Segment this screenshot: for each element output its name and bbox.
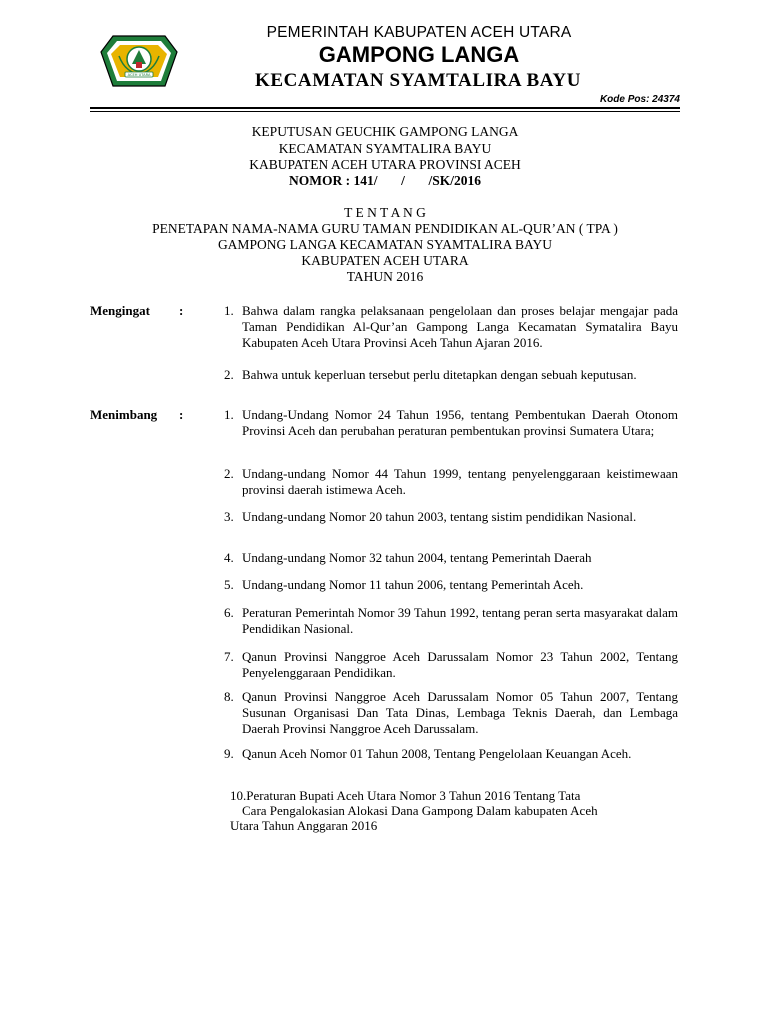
menimbang-text: Qanun Provinsi Nanggroe Aceh Darussalam Nomor 23 Tahun 2002, Tentang Penyelenggaraan Pendidikan.	[242, 649, 678, 680]
menimbang-number: 8.	[224, 689, 234, 704]
decree-title-line2: KECAMATAN SYAMTALIRA BAYU	[278, 141, 492, 156]
menimbang-text: Peraturan Pemerintah Nomor 39 Tahun 1992, tentang peran serta masyarakat dalam Pendidikan Nasional.	[242, 605, 678, 636]
mengingat-text: Bahwa dalam rangka pelaksanaan pengelolaan dan proses belajar mengajar pada Taman Pendidikan Al-Qur’an Gampong Langa Kecamatan Symatalira Bayu Kabupaten Aceh Utara Provinsi Aceh Tahun Ajaran 2016.	[242, 303, 678, 350]
menimbang-item10-line3: Utara Tahun Anggaran 2016	[230, 818, 378, 833]
menimbang-number: 1.	[224, 407, 234, 422]
letterhead-rule-thick	[90, 107, 680, 109]
logo-motto: ACEH UTARA	[127, 73, 151, 78]
village-name: GAMPONG LANGA	[318, 42, 520, 67]
decree-number: NOMOR : 141/ / /SK/2016	[289, 173, 481, 188]
decree-title-line1: KEPUTUSAN GEUCHIK GAMPONG LANGA	[251, 124, 519, 139]
regency-logo	[95, 30, 183, 92]
district-name: KECAMATAN SYAMTALIRA BAYU	[254, 70, 582, 91]
mengingat-colon: :	[179, 303, 184, 318]
menimbang-text: Qanun Provinsi Nanggroe Aceh Darussalam Nomor 05 Tahun 2007, Tentang Susunan Organisasi Dan Tata Dinas, Lembaga Teknis Daerah, dan Lembaga Daerah Provinsi Nanggroe Aceh Darussalam.	[242, 689, 678, 736]
postal-code: Kode Pos: 24374	[599, 94, 680, 105]
menimbang-item10-line2: Cara Pengalokasian Alokasi Dana Gampong Dalam kabupaten Aceh	[242, 803, 598, 818]
mengingat-label: Mengingat	[90, 303, 150, 318]
menimbang-number: 5.	[224, 577, 234, 592]
menimbang-item10-line1: 10.Peraturan Bupati Aceh Utara Nomor 3 Tahun 2016 Tentang Tata	[230, 788, 581, 803]
letterhead-rule-thin	[90, 111, 680, 112]
decree-title-line3: KABUPATEN ACEH UTARA PROVINSI ACEH	[249, 157, 521, 172]
government-name: PEMERINTAH KABUPATEN ACEH UTARA	[266, 24, 572, 41]
menimbang-number: 3.	[224, 509, 234, 524]
menimbang-text: Undang-undang Nomor 20 tahun 2003, tentang sistim pendidikan Nasional.	[242, 509, 637, 524]
mengingat-number: 2.	[224, 367, 234, 382]
subject-line2: GAMPONG LANGA KECAMATAN SYAMTALIRA BAYU	[217, 237, 553, 252]
subject-line4: TAHUN 2016	[346, 269, 424, 284]
subject-line3: KABUPATEN ACEH UTARA	[301, 253, 469, 268]
menimbang-text: Undang-undang Nomor 44 Tahun 1999, tentang penyelenggaraan keistimewaan provinsi daerah istimewa Aceh.	[242, 466, 678, 497]
menimbang-number: 9.	[224, 746, 234, 761]
menimbang-label: Menimbang	[90, 407, 158, 422]
menimbang-text: Undang-undang Nomor 32 tahun 2004, tentang Pemerintah Daerah	[242, 550, 592, 565]
menimbang-number: 7.	[224, 649, 234, 664]
menimbang-number: 4.	[224, 550, 234, 565]
menimbang-text: Undang-Undang Nomor 24 Tahun 1956, tentang Pembentukan Daerah Otonom Provinsi Aceh dan perubahan peraturan pembentukan provinsi Sumatera Utara;	[242, 407, 678, 438]
mengingat-number: 1.	[224, 303, 234, 318]
menimbang-text: Undang-undang Nomor 11 tahun 2006, tentang Pemerintah Aceh.	[242, 577, 584, 592]
menimbang-text: Qanun Aceh Nomor 01 Tahun 2008, Tentang Pengelolaan Keuangan Aceh.	[242, 746, 632, 761]
menimbang-colon: :	[179, 407, 184, 422]
subject-line1: PENETAPAN NAMA-NAMA GURU TAMAN PENDIDIKAN AL-QUR’AN ( TPA )	[152, 221, 618, 236]
subject-heading: T E N T A N G	[344, 205, 426, 220]
menimbang-number: 6.	[224, 605, 234, 620]
menimbang-number: 2.	[224, 466, 234, 481]
mengingat-text: Bahwa untuk keperluan tersebut perlu ditetapkan dengan sebuah keputusan.	[242, 367, 637, 382]
